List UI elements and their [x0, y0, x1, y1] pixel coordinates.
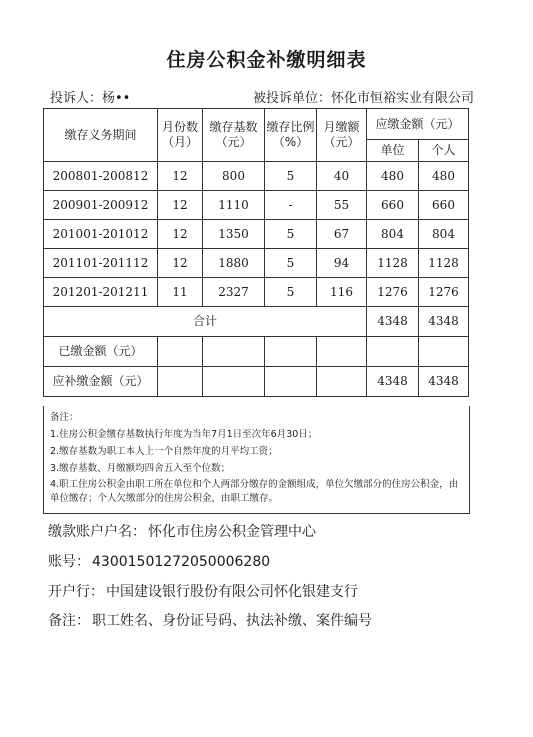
- empty-cell: [158, 367, 203, 397]
- table-row: [44, 220, 469, 249]
- empty-cell: [203, 367, 265, 397]
- table-row: [44, 278, 469, 307]
- bank-label: 开户行：: [48, 584, 104, 600]
- remark: 职工姓名、身份证号码、执法补缴、案件编号: [92, 613, 372, 629]
- cell-unit: 1276: [367, 278, 419, 307]
- cell-monthly: 116: [317, 278, 367, 307]
- account-name-label: 缴款账户户名：: [48, 524, 146, 540]
- cell-ratio: -: [265, 191, 317, 220]
- table-row: [44, 249, 469, 278]
- cell-base: 800: [203, 162, 265, 191]
- cell-months: 11: [158, 278, 203, 307]
- cell-months: 12: [158, 162, 203, 191]
- total-row: [44, 307, 469, 337]
- empty-cell: [203, 337, 265, 367]
- cell-unit: 660: [367, 191, 419, 220]
- header-personal: 个人: [419, 140, 469, 162]
- empty-cell: [265, 337, 317, 367]
- empty-cell: [317, 367, 367, 397]
- empty-cell: [317, 337, 367, 367]
- paid-label: 已缴金额（元）: [44, 337, 158, 367]
- account-no-line: [48, 551, 270, 571]
- header-ratio: 缴存比例（%）: [265, 109, 317, 162]
- header-unit: 单位: [367, 140, 419, 162]
- note-item: 4.职工住房公积金由职工所在单位和个人两部分缴存的金额组成，单位欠缴部分的住房公积金，由单位缴存；个人欠缴部分的住房公积金，由职工缴存。: [50, 479, 459, 504]
- header-monthly: 月缴额（元）: [317, 109, 367, 162]
- account-name-line: [48, 521, 316, 541]
- cell-base: 1350: [203, 220, 265, 249]
- cell-period: 201101-201112: [44, 249, 158, 278]
- topup-unit: 4348: [367, 367, 419, 397]
- complainant: 投诉人：杨••: [50, 91, 131, 106]
- cell-period: 200901-200912: [44, 191, 158, 220]
- cell-months: 12: [158, 220, 203, 249]
- cell-monthly: 40: [317, 162, 367, 191]
- cell-personal: 480: [419, 162, 469, 191]
- cell-months: 12: [158, 249, 203, 278]
- notes-box: [43, 406, 470, 514]
- topup-personal: 4348: [419, 367, 469, 397]
- table-row: [44, 162, 469, 191]
- remark-line: [48, 610, 372, 630]
- page-title: 住房公积金补缴明细表: [166, 49, 367, 71]
- header-row: [44, 109, 469, 140]
- bank-line: [48, 581, 358, 601]
- cell-period: 200801-200812: [44, 162, 158, 191]
- empty-cell: [265, 367, 317, 397]
- cell-personal: 1276: [419, 278, 469, 307]
- cell-period: 201001-201012: [44, 220, 158, 249]
- paid-row: [44, 337, 469, 367]
- cell-ratio: 5: [265, 249, 317, 278]
- account-no: 43001501272050006280: [92, 554, 271, 570]
- empty-cell: [158, 337, 203, 367]
- total-label: 合计: [44, 307, 367, 337]
- header-base: 缴存基数（元）: [203, 109, 265, 162]
- account-name: 怀化市住房公积金管理中心: [148, 524, 316, 540]
- cell-ratio: 5: [265, 220, 317, 249]
- cell-ratio: 5: [265, 278, 317, 307]
- cell-period: 201201-201211: [44, 278, 158, 307]
- cell-base: 1880: [203, 249, 265, 278]
- cell-unit: 480: [367, 162, 419, 191]
- note-item: 2.缴存基数为职工本人上一个自然年度的月平均工资；: [50, 446, 278, 457]
- header-period: 缴存义务期间: [44, 109, 158, 162]
- detail-table: [43, 108, 469, 397]
- cell-unit: 1128: [367, 249, 419, 278]
- header-due: 应缴金额（元）: [367, 109, 469, 140]
- cell-monthly: 94: [317, 249, 367, 278]
- cell-base: 2327: [203, 278, 265, 307]
- cell-ratio: 5: [265, 162, 317, 191]
- note-item: 3.缴存基数、月缴额均四舍五入至个位数；: [50, 463, 231, 474]
- note-item: 1.住房公积金缴存基数执行年度为当年7月1日至次年6月30日；: [50, 429, 318, 440]
- account-no-label: 账号：: [48, 554, 90, 570]
- paid-unit: [367, 337, 419, 367]
- cell-unit: 804: [367, 220, 419, 249]
- cell-months: 12: [158, 191, 203, 220]
- total-personal: 4348: [419, 307, 469, 337]
- bank-name: 中国建设银行股份有限公司怀化银建支行: [106, 584, 358, 600]
- cell-monthly: 67: [317, 220, 367, 249]
- total-unit: 4348: [367, 307, 419, 337]
- topup-label: 应补缴金额（元）: [44, 367, 158, 397]
- header-months: 月份数（月）: [158, 109, 203, 162]
- cell-monthly: 55: [317, 191, 367, 220]
- remark-label: 备注：: [48, 613, 90, 629]
- cell-personal: 1128: [419, 249, 469, 278]
- cell-base: 1110: [203, 191, 265, 220]
- topup-row: [44, 367, 469, 397]
- paid-personal: [419, 337, 469, 367]
- cell-personal: 804: [419, 220, 469, 249]
- notes-heading: 备注：: [50, 412, 79, 423]
- table-row: [44, 191, 469, 220]
- cell-personal: 660: [419, 191, 469, 220]
- respondent: 被投诉单位：怀化市恒裕实业有限公司: [253, 91, 475, 106]
